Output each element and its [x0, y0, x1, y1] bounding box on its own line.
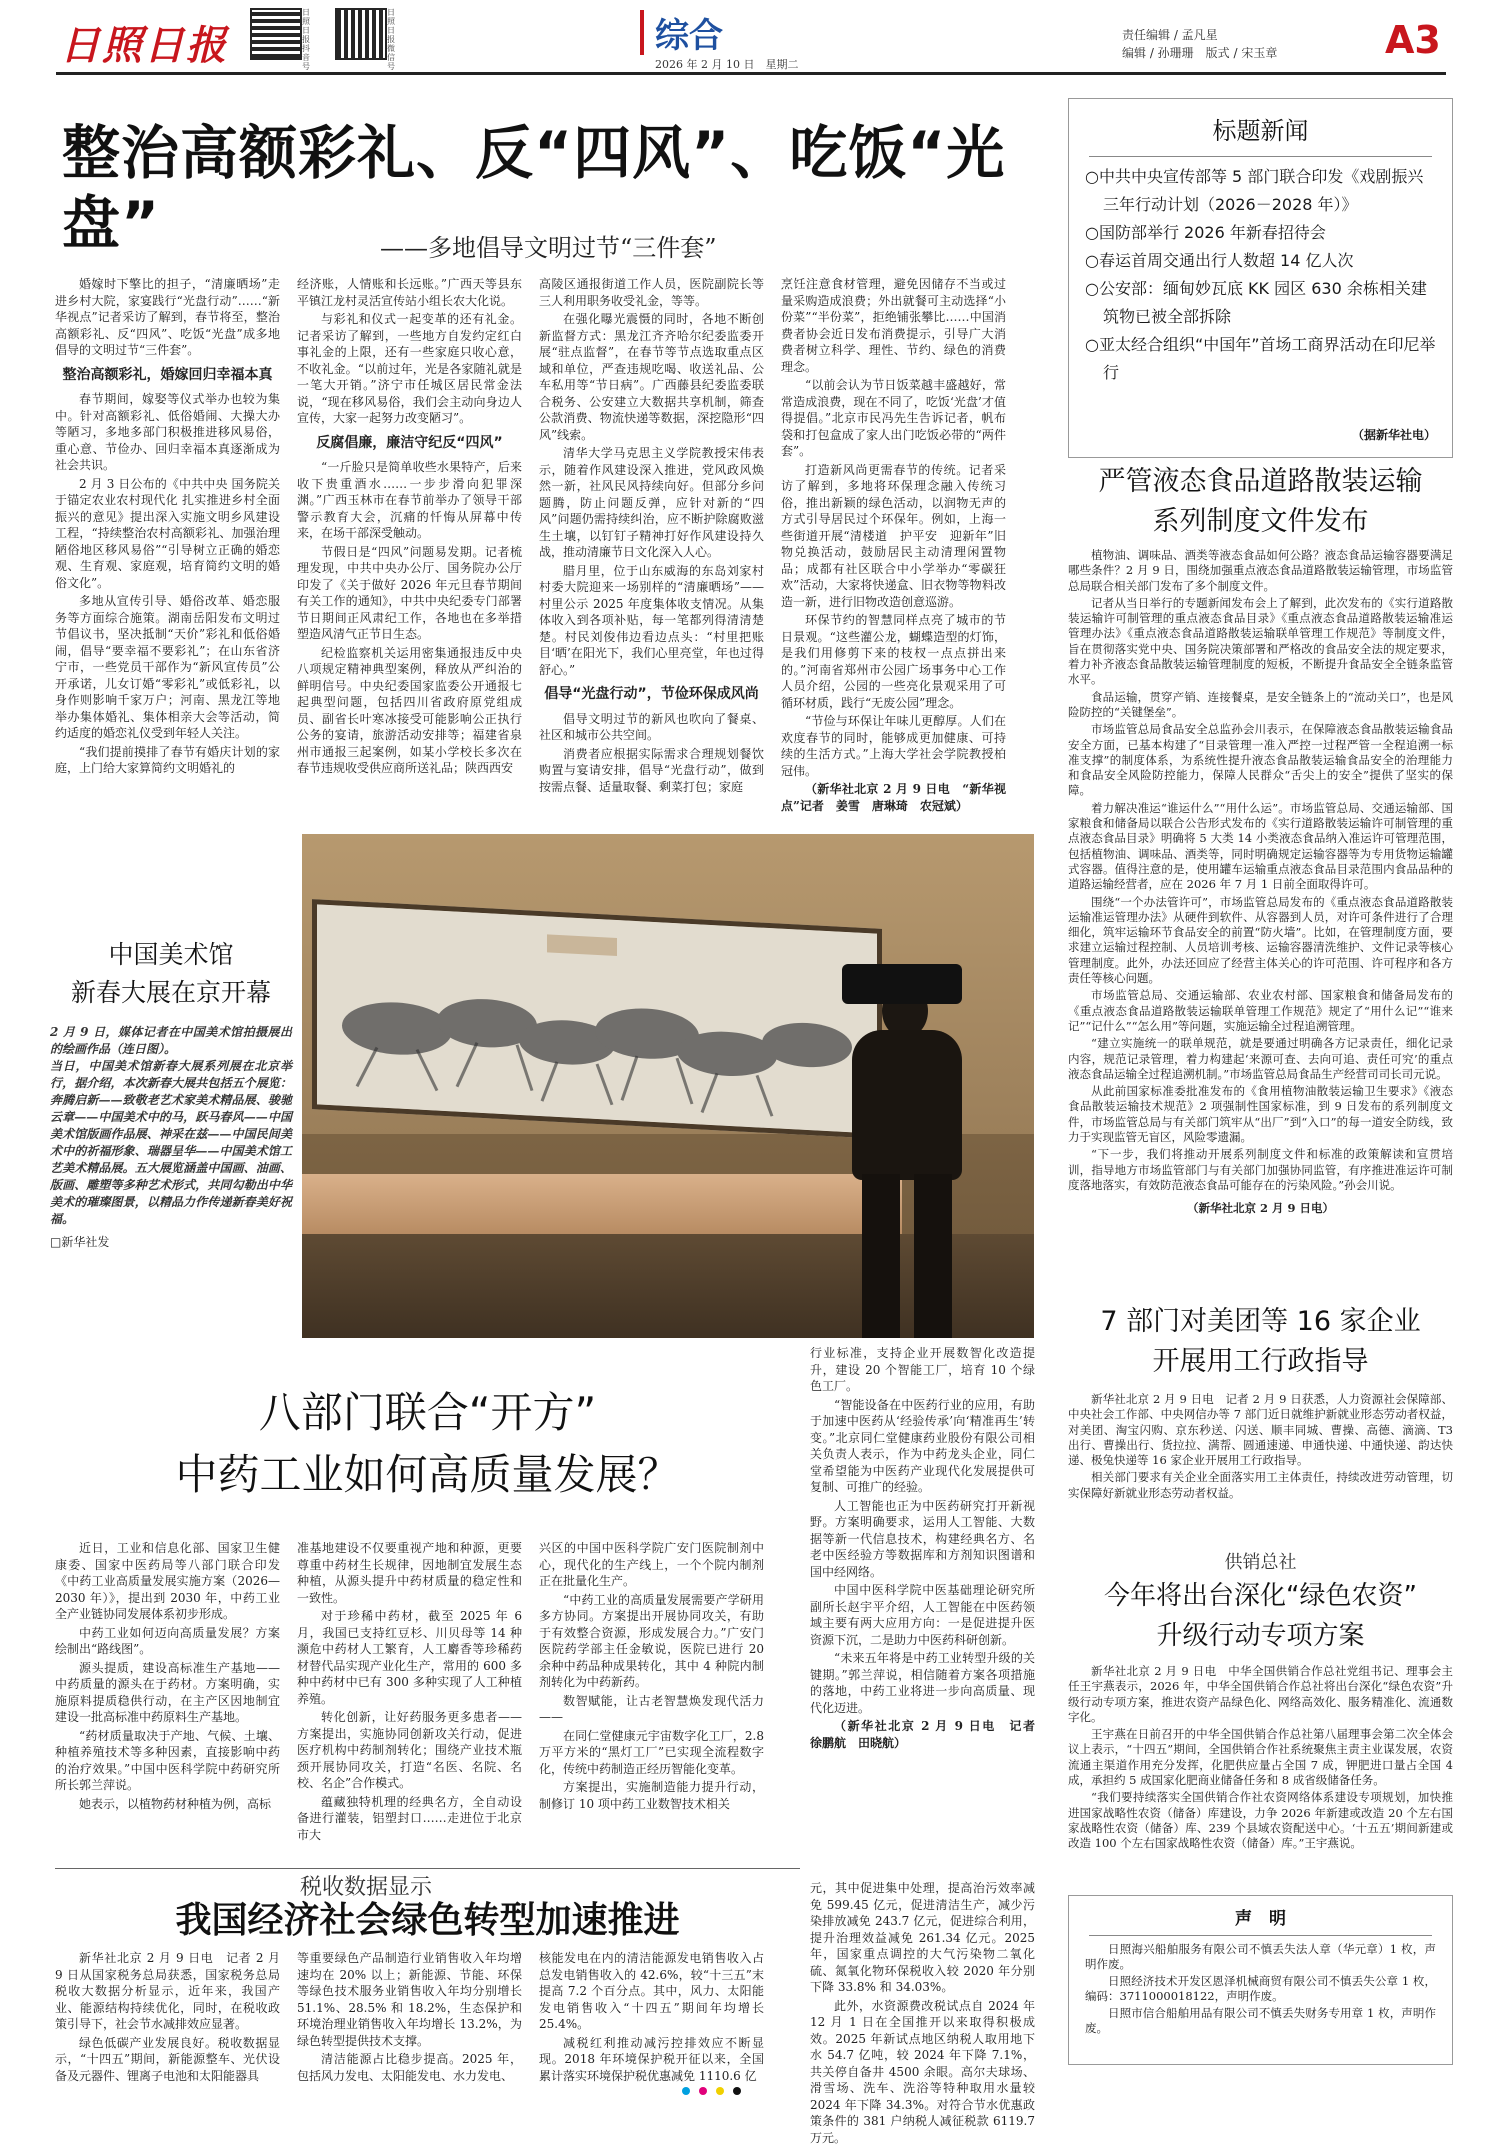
paragraph: 2 月 3 日公布的《中共中央 国务院关于锚定农业农村现代化 扎实推进乡村全面振兴的意见》提出深入实施文明乡风建设工程，“持续整治农村高额彩礼、加强治理陋俗地区移风易俗”“引导树立正确的婚恋观、生育观、家庭观，培育简约文明的婚俗文化”。	[55, 476, 280, 590]
section-marker	[640, 10, 644, 55]
tax-col-4	[810, 1880, 1035, 2148]
notice-title: 声 明	[1235, 1909, 1286, 1929]
paragraph: 市场监管总局食品安全总监孙会川表示，在保障液态食品散装运输食品安全方面，已基本构建了“目录管理一准入严控一过程严管一全程追溯一标准支撑”的制度体系，为系统性提升液态食品散装运输食品安全的治理能力和食品安全风险防控能力，保障人民群众“舌尖上的安全”提供了坚实的保障。	[1068, 722, 1453, 798]
paragraph: 腊月里，位于山东威海的东岛刘家村村委大院迎来一场别样的“清廉晒场”——村里公示 2025 年度集体收支情况。从集体收入到各项补贴，每一笔都列得清清楚楚。村民刘俊伟边看边点头：“村里把账目‘晒’在阳光下，我们心里亮堂，年也过得舒心。”	[539, 563, 764, 677]
news-item[interactable]: ○春运首周交通出行人数超 14 亿人次	[1085, 251, 1354, 270]
paragraph: “一斤脸只是简单收些水果特产，后来收下贵重酒水……一步步滑向犯罪深渊。”广西玉林市在春节前举办了领导干部警示教育大会，沉痛的忏悔从屏幕中传来，在场干部深受触动。	[297, 460, 522, 540]
paragraph: 数智赋能，让古老智慧焕发现代活力——	[539, 1693, 764, 1724]
paragraph: 绿色低碳产业发展良好。税收数据显示，“十四五”期间，新能源整车、光伏设备及元器件、锂离子电池和太阳能器具	[55, 2035, 280, 2083]
paragraph: 方案提出，实施制造能力提升行动，制修订 10 项中药工业数智技术相关	[539, 1780, 764, 1811]
paragraph: 经济账，人情账和长远账。”广西天等县东平镇江龙村灵活宣传站小组长农大化说。	[297, 277, 522, 308]
paragraph: 减税红利推动减污控排效应不断显现。2018 年环境保护税开征以来，全国累计落实环境保护税优惠减免 1110.6 亿	[539, 2035, 764, 2083]
employment-headline: 7 部门对美团等 16 家企业 开展用工行政指导	[1100, 1306, 1421, 1377]
paragraph: 新华社北京 2 月 9 日电 中华全国供销合作总社党组书记、理事会主任王宇燕表示，2026 年，中华全国供销合作总社将出台深化“绿色农资”升级行动专项方案，推进农资产品绿色化、网络高效化、服务精准化、流通数字化。	[1068, 1664, 1453, 1724]
coop-body	[1068, 1664, 1453, 1854]
lead-headline: 整治高额彩礼、反“四风”、吃饭“光盘”	[62, 119, 1006, 257]
section-divider	[55, 1868, 800, 1869]
notice-list	[1069, 1942, 1452, 2036]
tcm-col-4	[810, 1345, 1048, 1753]
employment-body	[1068, 1392, 1453, 1503]
headline-news-list	[1069, 163, 1452, 387]
paragraph: 婚嫁时下擎比的担子，“清廉晒场”走进乡村大院，家宴践行“光盘行动”……“新华视点”记者采访了解到，春节将至，整治高额彩礼、反“四风”、吃饭“光盘”成多地倡导的文明过节“三件套”。	[55, 277, 280, 357]
qr-code-icon	[335, 8, 387, 60]
paragraph: 消费者应根据实际需求合理规划餐饮购置与宴请安排，倡导“光盘行动”，做到按需点餐、适量取餐、剩菜打包；家庭	[539, 746, 764, 794]
notice-item: 日照市信合船舶用品有限公司不慎丢失财务专用章 1 枚，声明作废。	[1085, 2006, 1436, 2035]
black-dot	[733, 2087, 741, 2095]
paragraph: 源头提质，建设高标准生产基地——中药质量的源头在于药材。方案明确，实施原料提质稳供行动，在主产区因地制宜建设一批高标准中药原料生产基地。	[55, 1660, 280, 1724]
notice-box	[1068, 1895, 1453, 2065]
paragraph: 市场监管总局、交通运输部、农业农村部、国家粮食和储备局发布的《重点液态食品道路散装运输联单管理工作规范》规定了“用什么记”“谁来记”“记什么”“怎么用”等问题，实施运输全过程追溯管理。	[1068, 988, 1453, 1033]
notice-item: 日照海兴船舶服务有限公司不慎丢失法人章（华元章）1 枚，声明作废。	[1085, 1942, 1436, 1971]
headline-news-rule	[1089, 156, 1432, 157]
headline-news-title: 标题新闻	[1212, 117, 1309, 145]
qr-caption: 日照日报微信号	[387, 8, 395, 71]
photo-credit: □新华社发	[50, 1235, 110, 1249]
paragraph: 打造新风尚更需春节的传统。记者采访了解到，多地将环保理念融入传统习俗，推出新颖的绿色活动，以润物无声的方式引导居民过个环保年。例如，上海一些街道开展“清楼道 护平安 迎新年”旧物兑换活动，鼓励居民主动清理闲置物品；成都有社区联合中小学举办“零碳狂欢”活动，大家将快递盒、旧衣物等物料改造一新，进行旧物改造创意巡游。	[781, 462, 1006, 609]
liquid-food-headline: 严管液态食品道路散装运输 系列制度文件发布	[1098, 466, 1423, 537]
photo-caption-title: 中国美术馆 新春大展在京开幕	[70, 940, 271, 1007]
notice-item: 日照经济技术开发区恩泽机械商贸有限公司不慎丢失公章 1 枚，编码：3711000018122，声明作废。	[1085, 1974, 1436, 2003]
paragraph: 核能发电在内的清洁能源发电销售收入占总发电销售收入的 42.6%，较“十三五”末提高 7.2 个百分点。其中，风力、太阳能发电销售收入“十四五”期间年均增长 25.4%。	[539, 1951, 764, 2031]
notice-rule	[1089, 1935, 1432, 1936]
qr-caption: 日照日报抖音号	[302, 8, 310, 71]
paragraph: 植物油、调味品、酒类等液态食品如何公路？液态食品运输容器要满足哪些条件？2 月 9 日，围绕加强重点液态食品道路散装运输管理，市场监管总局联合相关部门发布了多个制度文件。	[1068, 548, 1453, 593]
paragraph: 元，其中促进集中处理，提高治污效率减免 599.45 亿元，促进清洁生产，减少污染排放减免 243.7 亿元，促进综合利用，提升治理效益减免 261.34 亿元。2025 年，国家重点调控的大气污染物二氧化硫、氮氧化物环保税收入较 2020 年分别下降 33.8% 和 34.03%。	[810, 1881, 1035, 1994]
paragraph: 高陵区通报街道工作人员，医院副院长等三人利用职务收受礼金，等等。	[539, 277, 764, 308]
byline: （新华社北京 2 月 9 日电 “新华视点”记者 姜雪 唐琳琦 农冠斌）	[781, 782, 1006, 813]
art-exhibition-photo	[302, 834, 1034, 1338]
lead-col-4	[781, 276, 1006, 816]
liquid-food-body	[1068, 548, 1453, 1216]
lead-col-3	[539, 276, 764, 797]
paragraph: 烹饪注意食材管理，避免因储存不当或过量采购造成浪费；外出就餐可主动选择“小份菜”“半份菜”，拒绝铺张攀比……中国消费者协会近日发布消费提示，引导广大消费者树立科学、理性、节约、绿色的消费理念。	[781, 277, 1006, 374]
masthead	[0, 0, 1500, 70]
paragraph: 她表示，以植物药材种植为例，高标	[79, 1796, 272, 1811]
editor-line: 编辑 / 孙珊珊 版式 / 宋玉章	[1122, 46, 1278, 60]
paragraph: 在强化曝光震慑的同时，各地不断创新监督方式：黑龙江齐齐哈尔纪委监委开展“驻点监督”，在春节等节点选取重点区域和单位，严查违规吃喝、收送礼品、公车私用等“节日病”。广西藤县纪委监委联合税务、公安建立大数据共享机制，筛查公款消费、物流快递等数据，深挖隐形“四风”线索。	[539, 312, 764, 442]
cameraman-silhouette	[822, 964, 992, 1338]
paragraph: 环保节约的智慧同样点亮了城市的节日景观。“这些灌公龙，蝴蝶造型的灯饰，是我们用修剪下来的枝杈一点点拼出来的。”河南省郑州市公园广场事务中心工作人员介绍，公园的一些亮化景观采用了可循环材质，践行“无废公园”理念。	[781, 613, 1006, 710]
photo-caption	[50, 936, 292, 1251]
color-registration-marks	[680, 2080, 743, 2099]
paragraph: 倡导文明过节的新风也吹向了餐桌、社区和城市公共空间。	[539, 711, 764, 742]
lead-subtitle: ——多地倡导文明过节“三件套”	[380, 234, 717, 262]
tax-headline: 我国经济社会绿色转型加速推进	[175, 1900, 680, 1941]
tax-col-3	[539, 1950, 764, 2086]
paragraph: 清洁能源占比稳步提高。2025 年，包括风力发电、太阳能发电、水力发电、	[297, 2052, 522, 2083]
headline-news-box	[1068, 98, 1453, 458]
paragraph: 新华社北京 2 月 9 日电 记者 2 月 9 日从国家税务总局获悉，国家税务总局税收大数据分析显示，近年来，我国产业、能源结构持续优化，同时，在税收政策引导下，社会节水减排效应显著。	[55, 1951, 280, 2031]
paragraph: 此外，水资源费改税试点自 2024 年 12 月 1 日在全国推开以来取得积极成效。2025 年新试点地区纳税人取用地下水 54.7 亿吨，较 2024 年下降 7.1%，共关停自备井 4500 余眼。高尔夫球场、滑雪场、洗车、洗浴等特种取用水量较 2024 年下降 34.3%。对符合节水优惠政策条件的 381 户纳税人减征税款 6119.7 万元。	[810, 1998, 1035, 2145]
paragraph: “以前会认为节日饭菜越丰盛越好，常常造成浪费，现在不同了，吃饭‘光盘’才值得提倡。”北京市民冯先生告诉记者，帆布袋和打包盒成了家人出门吃饭必带的“两件套”。	[781, 378, 1006, 458]
paragraph: 蕴藏独特机理的经典名方，全自动设备进行灌装，铝塑封口……走进位于北京市大	[297, 1794, 522, 1842]
paragraph: 行业标准，支持企业开展数智化改造提升，建设 20 个智能工厂，培育 10 个绿色工厂。	[810, 1346, 1035, 1393]
subheading: 倡导“光盘行动”，节俭环保成风尚	[544, 686, 759, 702]
paragraph: “药材质量取决于产地、气候、土壤、种植养殖技术等多种因素，直接影响中药的治疗效果。”中国中医科学院中药研究所所长郭兰萍说。	[55, 1728, 280, 1792]
editor-line: 责任编辑 / 孟凡星	[1122, 28, 1218, 42]
coop-headline: 今年将出台深化“绿色农资” 升级行动专项方案	[1104, 1581, 1417, 1651]
paragraph: 多地从宣传引导、婚俗改革、婚恋服务等方面综合施策。湖南岳阳发布文明过节倡议书，坚决抵制“天价”彩礼和低俗婚闹，倡导“要幸福不要彩礼”；在山东省济宁市，一些党员干部作为“新风宣传员”公开承诺，儿女订婚“零彩礼”或低彩礼，以身作则影响千家万户；河南、黑龙江等地举办集体婚礼、集体相亲大会等活动，简约适度的婚恋礼仪受到年轻人关注。	[55, 594, 280, 740]
paragraph: 中国中医科学院中医基础理论研究所副所长赵宇平介绍，人工智能在中医药领域主要有两大应用方向：一是促进提升医资源下沉，二是助力中医药科研创新。	[810, 1583, 1035, 1647]
paragraph: 食品运输，贯穿产销、连接餐桌，是安全链条上的“流动关口”，也是风险防控的“关键堡垒”。	[1068, 689, 1453, 719]
paragraph: “智能设备在中医药行业的应用，有助于加速中医药从‘经验传承’向‘精准再生’转变。”北京同仁堂健康药业股份有限公司相关负责人表示，作为中药龙头企业，同仁堂希望能为中医药产业现代化发展提供可复制、可推广的经验。	[810, 1397, 1035, 1494]
paragraph: “节俭与环保让年味儿更醇厚。人们在欢度春节的同时，能够成更加健康、可持续的生活方式。”上海大学社会学院教授柏冠伟。	[781, 714, 1006, 778]
subheading: 整治高额彩礼，婚嫁回归幸福本真	[62, 366, 273, 383]
paragraph: 围绕“一个办法管许可”，市场监管总局发布的《重点液态食品道路散装运输准运管理办法》从硬件到软件、从容器到人员，对许可条件进行了合理细化，筑牢运输环节食品安全的前置“防火墙”。比如，在管理制度方面，要求建立运输过程控制、人员培训考核、运输容器清洗维护、文件记录等核心管理制度。此外，办法还回应了经营主体关心的许可范围、许可程序和各方责任等核心问题。	[1068, 894, 1453, 986]
paragraph: 着力解决准运“谁运什么”“用什么运”。市场监管总局、交通运输部、国家粮食和储备局以联合公告形式发布的《实行道路散装运输许可制管理的重点液态食品目录》明确将 5 大类 14 小类液态食品纳入准运许可管理范围，包括植物油、调味品、酒类等，同时明确规定运输容器等为专用货物运输罐式容器。值得注意的是，使用罐车运输重点液态食品目录范围内食品品种的道路运输经营者，应在 2026 年 7 月 1 日前全面取得许可。	[1068, 800, 1453, 892]
news-item[interactable]: ○中共中央宣传部等 5 部门联合印发《戏剧振兴三年行动计划（2026－2028 年）》	[1085, 167, 1424, 214]
paragraph: 春节期间，嫁娶等仪式举办也较为集中。针对高额彩礼、低俗婚闹、大操大办等陋习，多地多部门积极推进移风易俗，重心意、节俭办、回归幸福本真逐渐成为社会共识。	[55, 392, 280, 472]
page-number: A3	[1385, 18, 1441, 62]
paragraph: 中药工业如何迈向高质量发展？方案绘制出“路线图”。	[55, 1625, 280, 1656]
lead-col-1	[55, 276, 280, 779]
paragraph: 王宇燕在日前召开的中华全国供销合作总社第八届理事会第二次全体会议上表示，“十四五”期间，全国供销合作社系统聚焦主责主业谋发展，农资流通主渠道作用充分发挥，化肥供应量占全国 7 成，钾肥进口量占全国 4 成，承担约 5 成国家化肥商业储备任务和 8 成省级储备任务。	[1068, 1727, 1453, 1788]
byline: （新华社北京 2 月 9 日电）	[1186, 1201, 1335, 1216]
yellow-dot	[716, 2087, 724, 2095]
tax-col-2	[297, 1950, 522, 2086]
paragraph: “未来五年将是中药工业转型升级的关键期。”郭兰萍说，相信随着方案各项措施的落地，中药工业将进一步向高质量、现代化迈进。	[810, 1651, 1035, 1715]
cyan-dot	[682, 2087, 690, 2095]
paragraph: 近日，工业和信息化部、国家卫生健康委、国家中医药局等八部门联合印发《中药工业高质量发展实施方案（2026—2030 年）》，提出到 2030 年，中药工业全产业链协同发展体系初步形成。	[55, 1541, 280, 1621]
paragraph: 对于珍稀中药材，截至 2025 年 6 月，我国已支持红豆杉、川贝母等 14 种濒危中药材人工繁育，人工麝香等珍稀药材替代品实现产业化生产，常用的 600 多种中药材中已有 300 多种实现了人工种植养殖。	[297, 1609, 522, 1706]
news-item[interactable]: ○公安部：缅甸妙瓦底 KK 园区 630 余栋相关建筑物已被全部拆除	[1085, 279, 1427, 326]
coop-kicker: 供销总社	[1224, 1552, 1297, 1573]
paragraph: “下一步，我们将推动开展系列制度文件和标准的政策解读和宣贯培训，指导地方市场监管部门与有关部门加强协同监管，有序推进准运许可制度落地落实，有效防范液态食品可能存在的污染风险。”孙会川说。	[1068, 1147, 1453, 1192]
paragraph: “我们提前摸排了春节有婚庆计划的家庭，上门给大家算简约文明婚礼的	[55, 744, 280, 775]
tcm-col-3	[539, 1540, 764, 1814]
paragraph: 清华大学马克思主义学院教授宋伟表示，随着作风建设深入推进，党风政风焕然一新，社风民风持续向好。但部分乡问题腾，防止问题反弹，应针对新的“四风”问题仍需持续纠治，应不断护除腐败滋生土壤，以钉钉子精神打好作风建设持久战，推动清廉节日文化深入人心。	[539, 446, 764, 559]
paragraph: 相关部门要求有关企业全面落实用工主体责任，持续改进劳动管理，切实保障好新就业形态劳动者权益。	[1068, 1470, 1453, 1500]
paragraph: 从此前国家标准委批准发布的《食用植物油散装运输卫生要求》《液态食品散装运输技术规范》2 项强制性国家标准，到 9 日发布的系列制度文件，市场监管总局与有关部门筑牢从“出厂”到“入口”的每一道安全防线，致力于实现监管无盲区，风险零遗漏。	[1068, 1084, 1453, 1144]
subheading: 反腐倡廉，廉洁守纪反“四风”	[316, 434, 503, 451]
paragraph: 转化创新，让好药服务更多患者——方案提出，实施协同创新攻关行动，促进医疗机构中药制剂转化；围绕产业技术瓶颈开展协同攻关，打造“名医、名院、名校、名企”合作模式。	[297, 1710, 522, 1790]
paragraph: 兴区的中国中医科学院广安门医院制剂中心，现代化的生产线上，一个个院内制剂正在批量化生产。	[539, 1541, 764, 1588]
magenta-dot	[699, 2087, 707, 2095]
section-title: 综合	[655, 16, 723, 56]
painting-horses-image	[317, 904, 877, 1133]
paragraph: “我们要持续落实全国供销合作社农资网络体系建设专项规划，加快推进国家战略性农资（储备）库建设，力争 2026 年新建或改造 20 个左右国家战略性农资（储备）库、239 个县域农资配送中心。‘十五五’期间新建或改造 100 个左右国家战略性农资（储备）库。”王宇燕说。	[1068, 1790, 1453, 1851]
paragraph: 等重要绿色产品制造行业销售收入年均增速均在 20% 以上；新能源、节能、环保等绿色技术服务业销售收入年均分别增长 51.1%、28.5% 和 18.2%，生态保护和环境治理业销售收入年均增长 13.2%，为绿色转型提供技术支撑。	[297, 1951, 522, 2048]
display-bench	[302, 1174, 902, 1234]
paragraph: 纪检监察机关运用密集通报违反中央八项规定精神典型案例，释放从严纠治的鲜明信号。中央纪委国家监委公开通报七起典型问题，包括四川省政府原党组成员、副省长叶寒冰接受可能影响公正执行公务的宴请，旅游活动安排等；福建省泉州市通报三起案例，如某小学校长多次在春节违规收受供应商所送礼品；陕西西安	[297, 645, 522, 775]
date-line: 2026 年 2 月 10 日 星期二	[655, 58, 799, 71]
tcm-headline: 八部门联合“开方” 中药工业如何高质量发展？	[175, 1388, 680, 1499]
caption-body: 2 月 9 日，媒体记者在中国美术馆拍摄展出的绘画作品（连日图）。 当日，中国美术馆新春大展系列展在北京举行，据介绍，本次新春大展共包括五个展览：奔腾启新——致敬老艺术家美术精品展、骏驰云章——中国美术中的马，跃马春风——中国美术馆版画作品展、神采在兹——中国民间美术中的祈福形象、瑞器呈华——中国美术馆工艺美术精品展。五大展览涵盖中国画、油画、版画、雕塑等多种艺术形式，共同勾勒出中华美术的璀璨图景，以精品力作传递新春美好祝福。	[50, 1025, 292, 1226]
tcm-col-2	[297, 1540, 522, 1845]
tax-col-1	[55, 1950, 280, 2086]
tax-kicker: 税收数据显示	[300, 1875, 433, 1900]
paragraph: 节假日是“四风”问题易发期。记者梳理发现，中共中央办公厅、国务院办公厅印发了《关于做好 2026 年元旦春节期间有关工作的通知》，中共中央纪委专门部署节日期间正风肃纪工作，各地也在多举措塑造风清气正节日生态。	[297, 544, 522, 641]
lead-col-2	[297, 276, 522, 779]
paragraph: 新华社北京 2 月 9 日电 记者 2 月 9 日获悉，人力资源社会保障部、中央社会工作部、中央网信办等 7 部门近日就维护新就业形态劳动者权益，对美团、淘宝闪购、京东秒送、闪送、顺丰同城、曹操、高德、滴滴、T3 出行、曹操出行、货拉拉、满帮、圆通速递、申通快递、中通快递、韵达快递、极兔快递等 16 家企业开展用工行政指导。	[1068, 1392, 1453, 1468]
painting-frame	[312, 899, 882, 1139]
news-source: （据新华社电）	[1351, 428, 1436, 442]
qr-code-icon	[250, 8, 302, 60]
paragraph: 记者从当日举行的专题新闻发布会上了解到，此次发布的《实行道路散装运输许可制管理的重点液态食品目录》《重点液态食品道路散装运输准运管理办法》《重点液态食品道路散装运输联单管理工作规范》等制度文件，旨在贯彻落实党中央、国务院决策部署和严格改的食品安全法的规定要求，着力补齐液态食品散装运输管理制度的短板，不断提升食品安全全链条监管水平。	[1068, 595, 1453, 687]
news-item[interactable]: ○亚太经合组织“中国年”首场工商界活动在印尼举行	[1085, 335, 1436, 382]
masthead-logo: 日照日报	[60, 22, 228, 69]
paragraph: 与彩礼和仪式一起变革的还有礼金。记者采访了解到，一些地方自发约定红白事礼金的上限，还有一些家庭只收心意，不收礼金。“以前过年，光是各家随礼就是一笔大开销。”济宁市任城区居民常金法说，“现在移风易俗，我们会主动向身边人宣传，大家一起努力改变陋习”。	[297, 312, 522, 425]
paragraph: 在同仁堂健康元宇宙数字化工厂，2.8 万平方米的“黑灯工厂”已实现全流程数字化，传统中药制造正经历智能化变革。	[539, 1728, 764, 1776]
paragraph: 人工智能也正为中医药研究打开新视野。方案明确要求，运用人工智能、大数据等新一代信息技术，构建经典名方、名老中医经验方等数据库和方剂知识图谱和国中经网络。	[810, 1498, 1035, 1579]
masthead-rule	[56, 72, 1446, 75]
paragraph: “中药工业的高质量发展需要产学研用多方协同。方案提出开展协同攻关，有助于有效整合资源，形成发展合力。”广安门医院药学部主任金敏说，医院已进行 20 余种中药品种成果转化，其中 4 种院内制剂转化为中药新药。	[539, 1592, 764, 1689]
tcm-col-1	[55, 1540, 280, 1814]
paragraph: “建立实施统一的联单规范，就是要通过明确各方记录责任，细化记录内容，规范记录管理，着力构建起‘来源可查、去向可追、责任可究’的重点液态食品运输全过程追溯机制。”市场监管总局食品生产经营司司长司元说。	[1068, 1036, 1453, 1081]
byline: （新华社北京 2 月 9 日电 记者 徐鹏航 田晓航）	[810, 1719, 1048, 1750]
paragraph: 准基地建设不仅要重视产地和种源，更要尊重中药材生长规律，因地制宜发展生态种植，从源头提升中药材质量的稳定性和一致性。	[297, 1541, 522, 1605]
news-item[interactable]: ○国防部举行 2026 年新春招待会	[1085, 223, 1326, 242]
